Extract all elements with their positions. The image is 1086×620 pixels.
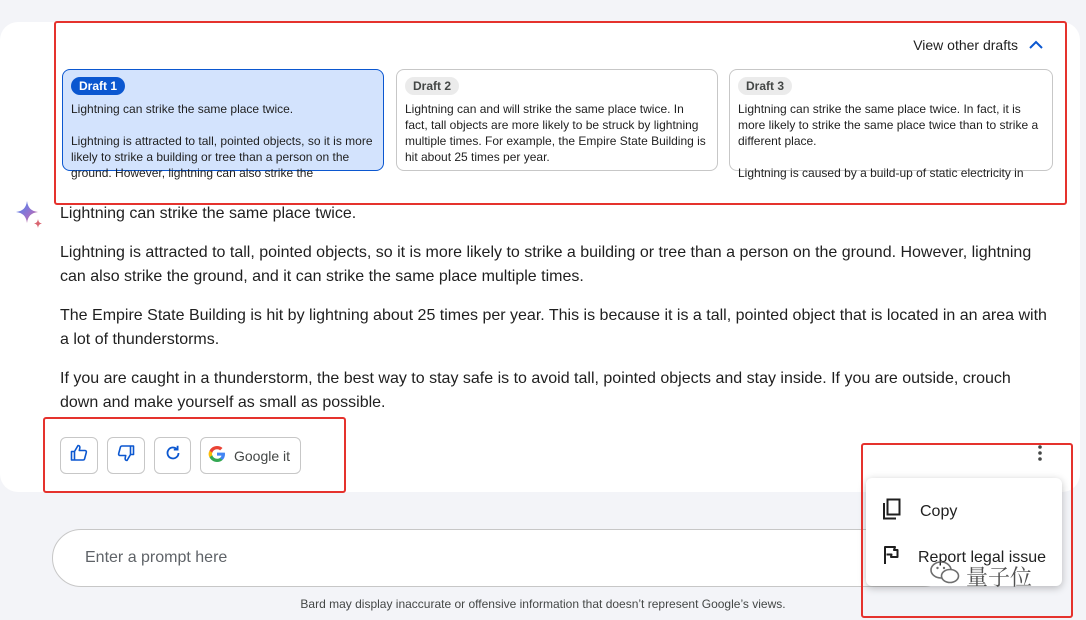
copy-label: Copy [920, 502, 958, 520]
response-paragraph: The Empire State Building is hit by lightning about 25 times per year. This is because it is a tall, pointed object that is located in an area with a lot of thunderstorms. [60, 307, 1047, 348]
draft-badge: Draft 2 [405, 77, 459, 95]
response-paragraph: Lightning can strike the same place twice. [60, 205, 357, 222]
annotation-box-drafts [54, 21, 1067, 205]
draft-badge: Draft 1 [71, 77, 125, 95]
watermark-text: 量子位 [966, 564, 1033, 590]
response-paragraph: If you are caught in a thunderstorm, the best way to stay safe is to avoid tall, pointed objects and stay inside. If you are outside, crouch down and make yourself as small as possible. [60, 370, 1011, 411]
draft-text: Lightning can strike the same place twice. In fact, it is more likely to strike the same place twice than to strike a different place. [738, 102, 1039, 148]
response-text [60, 202, 1050, 430]
prompt-box[interactable] [52, 529, 952, 587]
annotation-box-menu [861, 443, 1073, 618]
view-other-drafts-label: View other drafts [913, 37, 1018, 53]
report-legal-issue-label: Report legal issue [918, 548, 1047, 566]
response-paragraph: Lightning is attracted to tall, pointed objects, so it is more likely to strike a building or tree than a person on the ground. However, lightning can also strike the ground, and it can strike the same place multiple times. [60, 244, 1032, 285]
draft-text: Lightning can strike the same place twice. [71, 102, 294, 116]
bard-sparkle-icon [14, 199, 44, 234]
draft-text: Lightning is caused by a build-up of static electricity in [738, 166, 1024, 180]
disclaimer-text: Bard may display inaccurate or offensive information that doesn’t represent Google’s views. [300, 597, 786, 611]
draft-text: Lightning is attracted to tall, pointed objects, so it is more likely to strike a building or tree than a person on the ground. However, lightning can also strike the [71, 134, 373, 180]
annotation-box-actions [43, 417, 346, 493]
prompt-input[interactable] [83, 548, 847, 568]
google-it-label: Google it [234, 447, 291, 464]
draft-badge: Draft 3 [738, 77, 792, 95]
draft-text: Lightning can and will strike the same place twice. In fact, tall objects are more likely to be struck by lightning multiple times. For example, the Empire State Building is hit about 25 times per year. [405, 102, 706, 164]
